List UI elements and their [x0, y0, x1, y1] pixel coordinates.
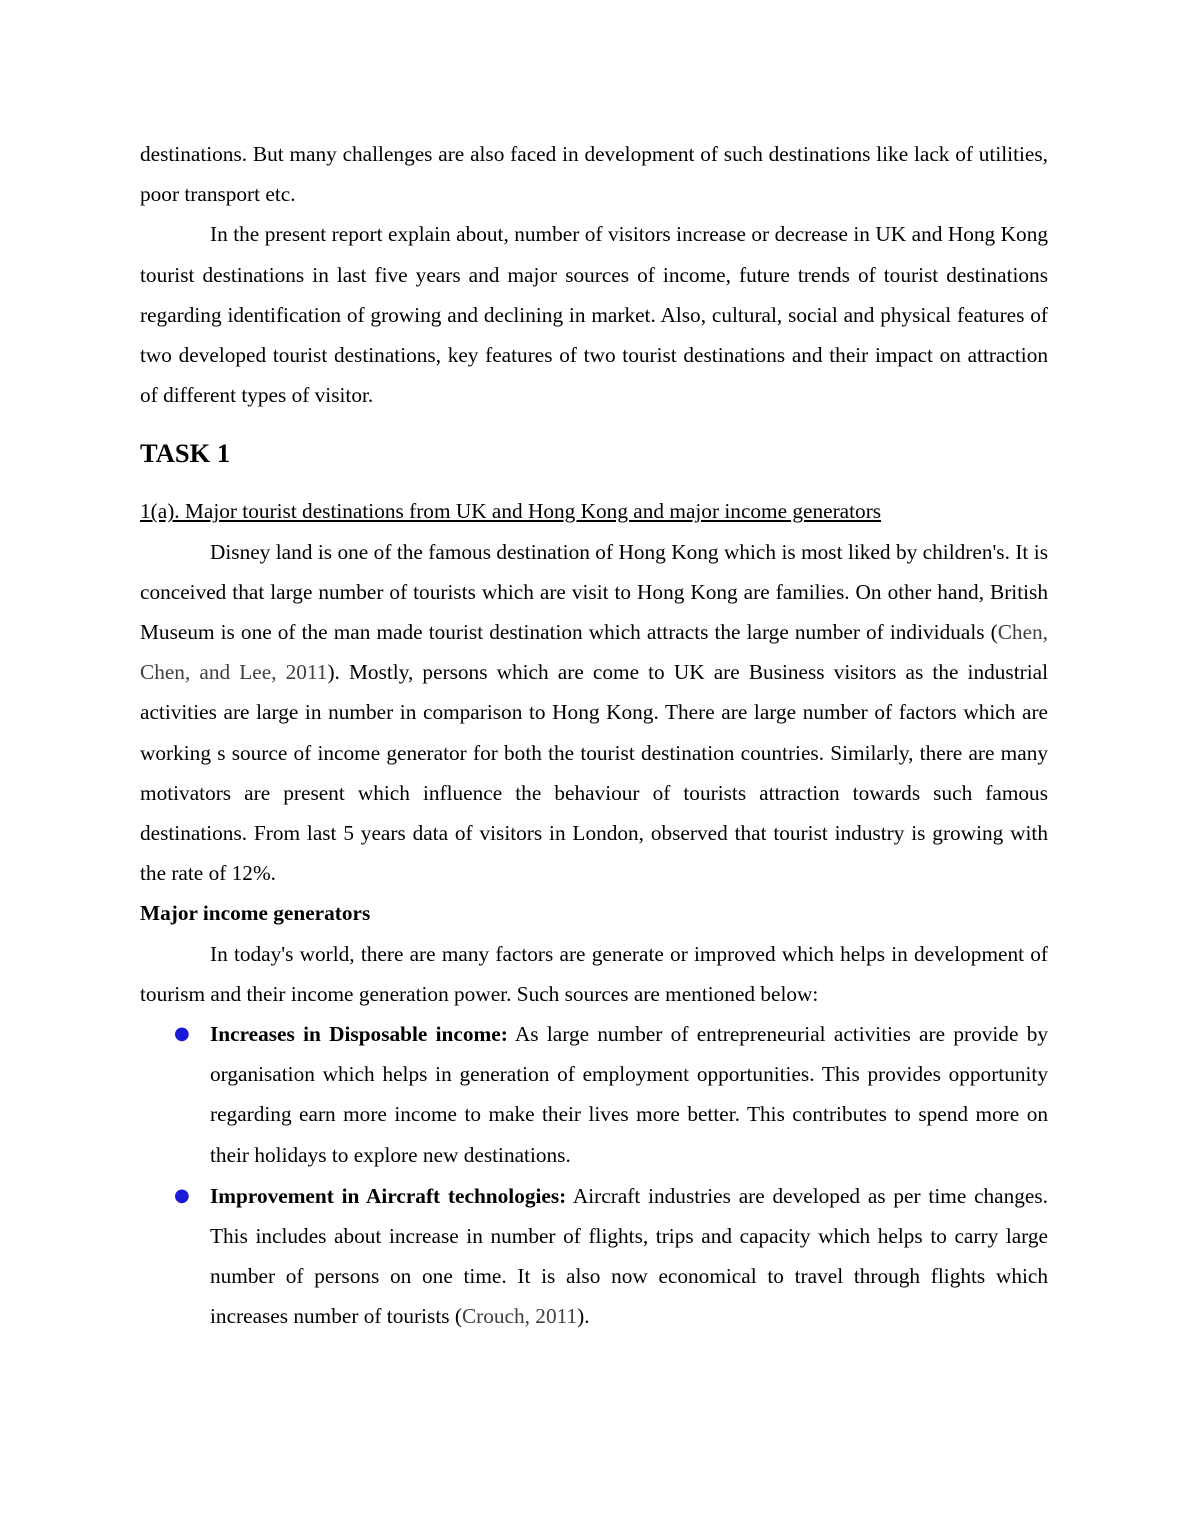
section-title: 1(a). Major tourist destinations from UK and Hong Kong and major income generators	[140, 499, 882, 524]
list-item-lead: Increases in Disposable income:	[210, 1022, 508, 1047]
citation-chen: Chen, Chen, and Lee, 2011	[140, 620, 1048, 685]
list-item-text: Aircraft industries are developed as per time changes. This includes about increase in number of flights, trips and capacity which helps to carry large number of persons on one time. It is also now economical to travel through flights which increases number of tourists (	[210, 1183, 1048, 1329]
task-body-text-1: Disney land is one of the famous destination of Hong Kong which is most liked by children's. It is conceived that large number of tourists which are visit to Hong Kong are families. On other hand, British Museum is one of the man made tourist destination which attracts the large number of individuals (	[140, 539, 1048, 645]
document-page	[140, 134, 1048, 1338]
bullet-icon: ●	[174, 1184, 190, 1206]
task-body-paragraph	[140, 532, 1048, 894]
list-item-tail: ).	[577, 1304, 590, 1329]
list-item	[140, 1014, 1048, 1175]
task-heading: TASK 1	[140, 438, 231, 469]
intro-paragraph-continuation: destinations. But many challenges are also faced in development of such destinations like lack of utilities, poor transport etc.	[140, 142, 1048, 207]
citation-crouch: Crouch, 2011	[461, 1304, 578, 1329]
list-item	[140, 1176, 1048, 1337]
income-heading: Major income generators	[140, 901, 371, 926]
income-intro-paragraph: In today's world, there are many factors are generate or improved which helps in development of tourism and their income generation power. Such sources are mentioned below:	[140, 941, 1048, 1006]
task-body-text-2: ). Mostly, persons which are come to UK are Business visitors as the industrial activities are large in number in comparison to Hong Kong. There are large number of factors which are working s source of income generator for both the tourist destination countries. Similarly, there are many motivators are present which influence the behaviour of tourists attraction towards such famous destinations. From last 5 years data of visitors in London, observed that tourist industry is growing with the rate of 12%.	[140, 660, 1048, 886]
list-item-lead: Improvement in Aircraft technologies:	[210, 1183, 567, 1208]
intro-paragraph-report: In the present report explain about, number of visitors increase or decrease in UK and Hong Kong tourist destinations in last five years and major sources of income, future trends of tourist destinations regarding identification of growing and declining in market. Also, cultural, social and physical features of two developed tourist destinations, key features of two tourist destinations and their impact on attraction of different types of visitor.	[140, 222, 1048, 408]
list-item-text: As large number of entrepreneurial activities are provide by organisation which helps in generation of employment opportunities. This provides opportunity regarding earn more income to make their lives more better. This contributes to spend more on their holidays to explore new destinations.	[210, 1022, 1048, 1167]
income-sources-list	[140, 1014, 1048, 1337]
bullet-icon: ●	[174, 1023, 190, 1045]
